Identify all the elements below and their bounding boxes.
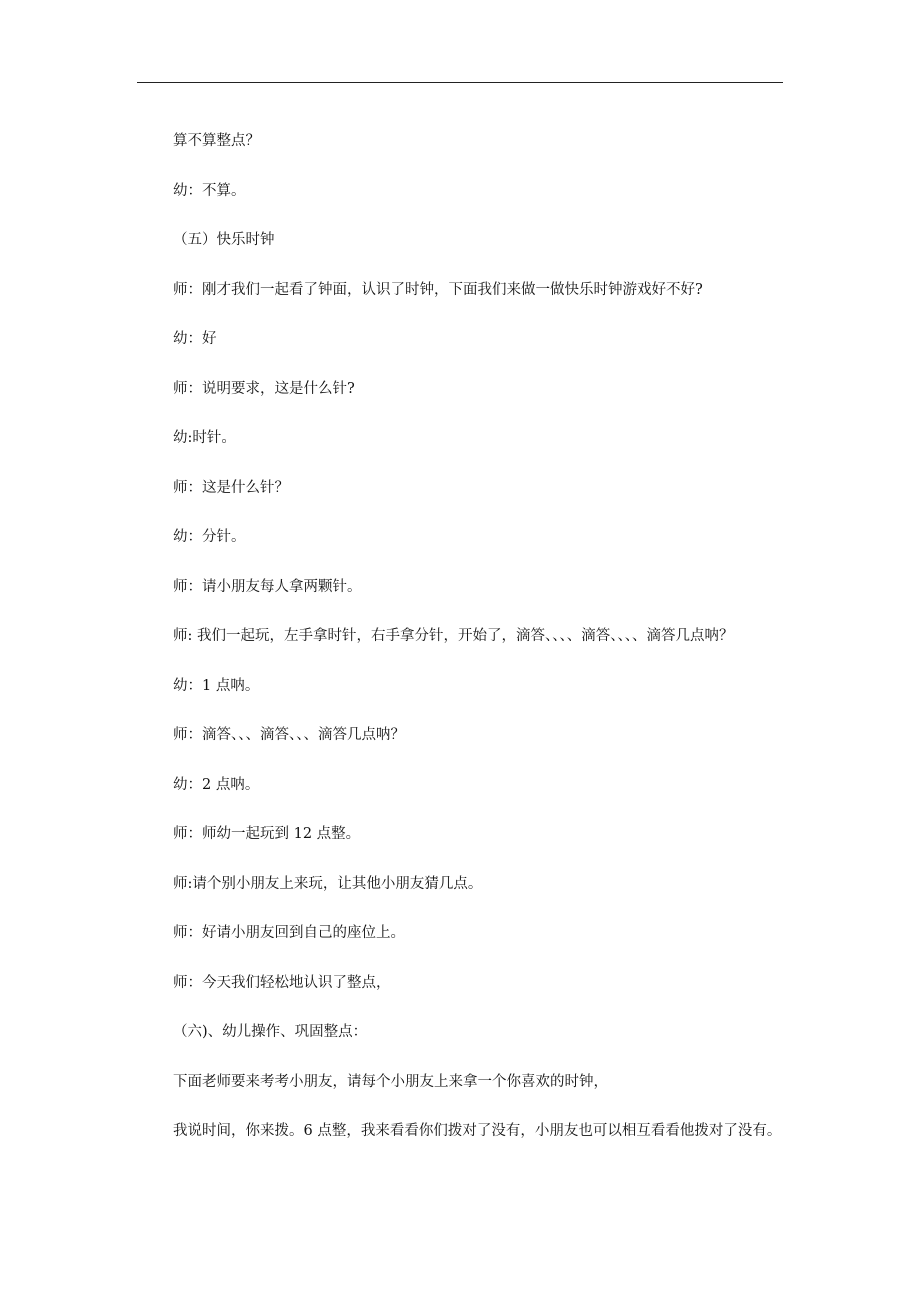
paragraph: 师: 我们一起玩，左手拿时针，右手拿分针，开始了，滴答、、、、滴答、、、、滴答几点呐？ [173,628,734,644]
paragraph: 算不算整点？ [173,133,260,149]
paragraph: 幼:时针。 [173,430,236,446]
paragraph: 下面老师要来考考小朋友，请每个小朋友上来拿一个你喜欢的时钟， [173,1073,608,1090]
section-heading: （六)、幼儿操作、巩固整点： [173,1024,368,1040]
header-rule [137,82,783,83]
paragraph: 师：师幼一起玩到 12 点整。 [173,826,361,842]
paragraph: 师：说明要求，这是什么针? [173,380,355,397]
paragraph: 师：刚才我们一起看了钟面，认识了时钟，下面我们来做一做快乐时钟游戏好不好? [173,281,703,298]
paragraph: 师：这是什么针？ [173,479,289,496]
paragraph: 幼：2 点呐。 [173,776,260,793]
paragraph: 幼：好 [173,331,217,347]
paragraph: 幼：1 点呐。 [173,677,260,694]
section-heading: （五）快乐时钟 [173,232,275,248]
paragraph: 师:请个别小朋友上来玩，让其他小朋友猜几点。 [173,875,483,892]
paragraph: 师：好请小朋友回到自己的座位上。 [173,925,405,941]
paragraph: 我说时间，你来拨。6 点整，我来看看你们拨对了没有，小朋友也可以相互看看他拨对了没有。 [173,1123,782,1139]
paragraph: 幼：不算。 [173,182,246,199]
paragraph: 师：请小朋友每人拿两颗针。 [173,578,362,595]
document-body [137,130,783,1170]
paragraph: 师：滴答、、、滴答、、、滴答几点呐？ [173,727,405,743]
paragraph: 师：今天我们轻松地认识了整点， [173,974,391,991]
paragraph: 幼：分针。 [173,529,246,545]
